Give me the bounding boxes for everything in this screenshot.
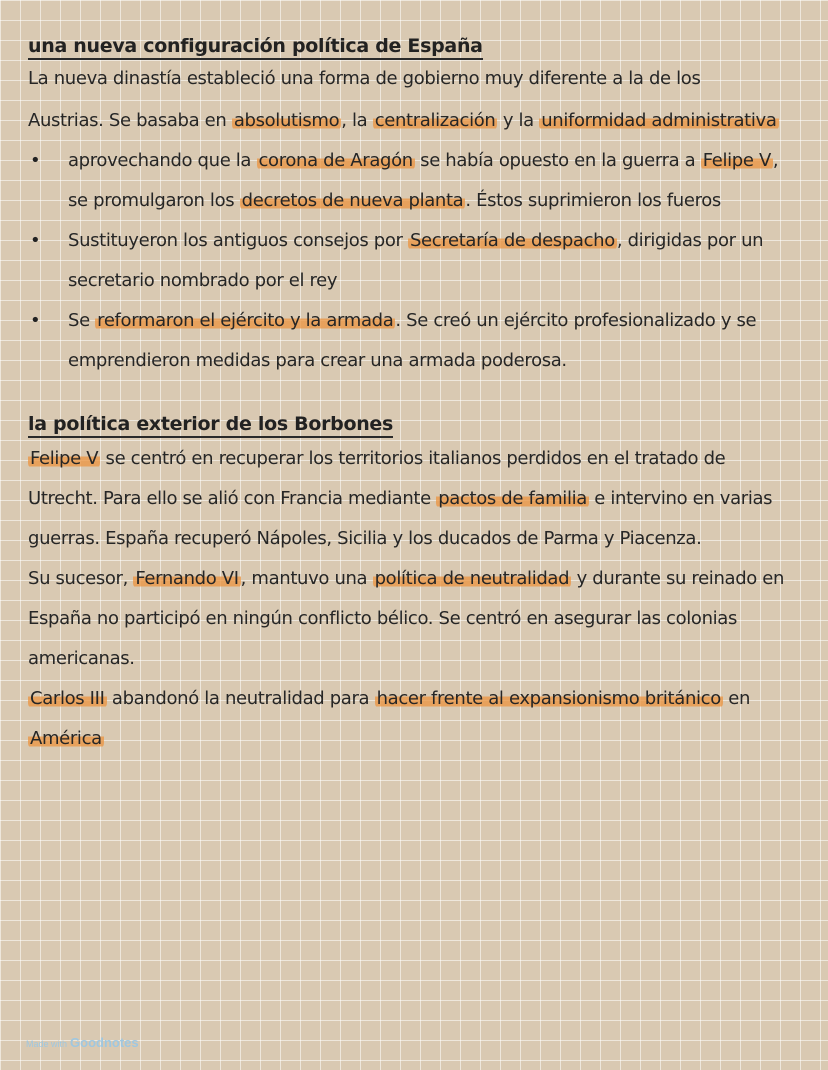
bullet-line — [68, 348, 567, 374]
text: España no participó en ningún conflicto bélico. Se centró en asegurar las colonias — [28, 608, 737, 629]
highlight: Carlos III — [30, 688, 105, 709]
text: y durante su reinado en — [571, 568, 785, 589]
text: . Se creó un ejército profesionalizado y se — [395, 310, 757, 331]
text: Utrecht. Para ello se alió con Francia mediante — [28, 488, 437, 509]
paragraph-line — [28, 486, 772, 512]
highlight: uniformidad administrativa — [541, 110, 777, 131]
text: , la — [341, 110, 373, 131]
text: y la — [497, 110, 540, 131]
highlight: centralización — [374, 110, 496, 131]
bullet-line — [68, 268, 337, 294]
bullet-line — [68, 228, 763, 254]
paragraph-line — [28, 726, 104, 752]
highlight: corona de Aragón — [258, 150, 413, 171]
text: aprovechando que la — [68, 150, 257, 171]
highlight: Felipe V — [30, 448, 99, 469]
highlight: absolutismo — [233, 110, 340, 131]
highlight: pactos de familia — [438, 488, 587, 509]
text: , dirigidas por un — [616, 230, 764, 251]
text: , — [772, 150, 779, 171]
text: emprendieron medidas para crear una armada poderosa. — [68, 350, 567, 371]
paragraph-line — [28, 66, 701, 92]
paragraph-line — [28, 646, 135, 672]
text: se promulgaron los — [68, 190, 240, 211]
paragraph-line — [28, 108, 779, 134]
text: . Éstos suprimieron los fueros — [465, 190, 721, 211]
highlight: Felipe V — [702, 150, 771, 171]
text: e intervino en varias — [588, 488, 773, 509]
bullet-line — [68, 308, 756, 334]
text: Su sucesor, — [28, 568, 134, 589]
highlight: América — [30, 728, 102, 749]
section-heading-politica-exterior: la política exterior de los Borbones — [28, 413, 394, 435]
text: guerras. España recuperó Nápoles, Sicilia y los ducados de Parma y Piacenza. — [28, 528, 702, 549]
highlight: decretos de nueva planta — [241, 190, 464, 211]
text: La nueva dinastía estableció una forma de gobierno muy diferente a la de los — [28, 68, 701, 89]
bullet-icon: • — [30, 310, 41, 331]
highlight: Secretaría de despacho — [409, 230, 615, 251]
paragraph-line — [28, 606, 737, 632]
text: secretario nombrado por el rey — [68, 270, 338, 291]
bullet-icon: • — [30, 150, 41, 171]
text: Sustituyeron los antiguos consejos por — [68, 230, 408, 251]
section-heading-configuracion: una nueva configuración política de España — [28, 35, 483, 57]
made-with-label: Made with — [26, 1039, 68, 1049]
paragraph-line — [28, 526, 701, 552]
bullet-line — [68, 148, 778, 174]
highlight: hacer frente al expansionismo británico — [376, 688, 721, 709]
highlight: reformaron el ejército y la armada — [97, 310, 394, 331]
bullet-icon: • — [30, 230, 41, 251]
bullet-line — [68, 188, 721, 214]
text: abandonó la neutralidad para — [106, 688, 375, 709]
text: se centró en recuperar los territorios italianos perdidos en el tratado de — [100, 448, 726, 469]
brand-logo: Goodnotes — [70, 1035, 139, 1050]
text: Se — [68, 310, 96, 331]
paragraph-line — [28, 446, 725, 472]
paragraph-line — [28, 566, 784, 592]
highlight: Fernando VI — [135, 568, 239, 589]
highlight: política de neutralidad — [374, 568, 570, 589]
text: Austrias. Se basaba en — [28, 110, 232, 131]
paragraph-line — [28, 686, 750, 712]
text: en — [722, 688, 751, 709]
text: se había opuesto en la guerra a — [414, 150, 701, 171]
text: americanas. — [28, 648, 135, 669]
goodnotes-watermark — [26, 1034, 139, 1052]
text: , mantuvo una — [240, 568, 373, 589]
